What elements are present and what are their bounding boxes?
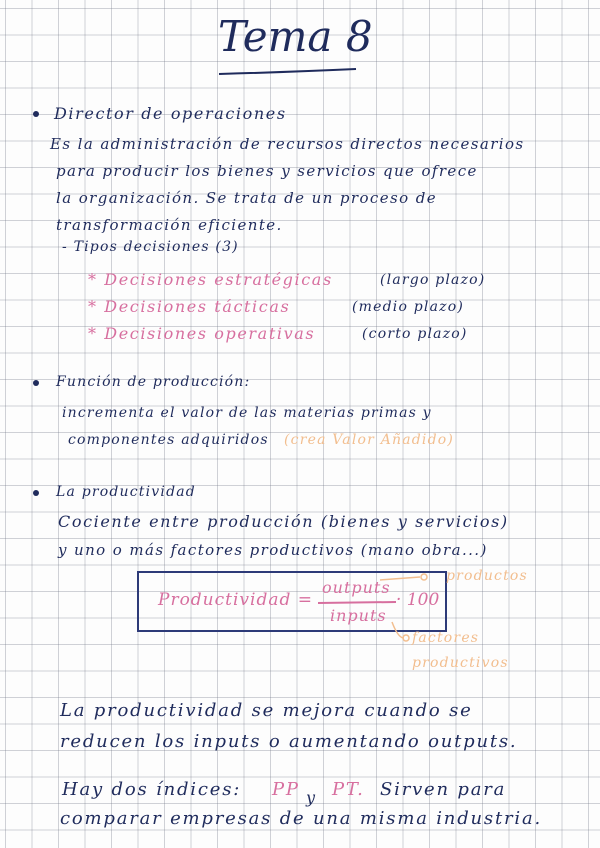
index-pt: PT. [332,779,365,800]
section3-heading: La productividad [56,484,196,500]
decision-tactical: * Decisiones tácticas [88,297,291,316]
page-title: Tema 8 [218,12,373,61]
decision-tactical-term: (medio plazo) [352,299,464,315]
para1-line-2: reducen los inputs o aumentando outputs. [60,731,518,752]
formula-multiplier: · 100 [396,590,440,610]
annotation-products: productos [446,568,528,584]
para2-y: y [306,788,317,807]
section2-note: (crea Valor Añadido) [284,432,455,448]
para1-line-1: La productividad se mejora cuando se [60,700,473,721]
section3-line-1: Cociente entre producción (bienes y servicios) [58,512,509,531]
section1-line-1: Es la administración de recursos directos necesarios [50,135,525,153]
section2-line-1: incrementa el valor de las materias primas y [62,405,432,421]
formula-label: Productividad = [158,590,314,610]
decision-operative: * Decisiones operativas [88,324,316,343]
formula-denominator: inputs [330,606,387,625]
index-pp: PP [272,779,300,800]
formula-numerator: outputs [322,578,391,597]
section3-line-2: y uno o más factores productivos (mano obra...) [58,541,488,559]
para2-line-2: comparar empresas de una misma industria. [60,808,542,829]
section2-heading: Función de producción: [56,374,251,390]
decision-strategic: * Decisiones estratégicas [88,270,333,289]
section1-line-4: transformación eficiente. [56,216,283,234]
section1-line-2: para producir los bienes y servicios que ofrece [56,162,478,180]
annotation-productive: productivos [412,655,509,671]
section2-line-2: componentes adquiridos [68,432,269,448]
decision-strategic-term: (largo plazo) [380,272,486,288]
decision-operative-term: (corto plazo) [362,326,468,342]
section1-heading: Director de operaciones [54,104,287,123]
para2-line-1a: Hay dos índices: [62,779,242,800]
para2-line-1b: Sirven para [380,779,507,800]
annotation-factors: factores [412,630,480,646]
section1-line-3: la organización. Se trata de un proceso de [56,189,437,207]
decision-types-heading: - Tipos decisiones (3) [62,239,239,255]
